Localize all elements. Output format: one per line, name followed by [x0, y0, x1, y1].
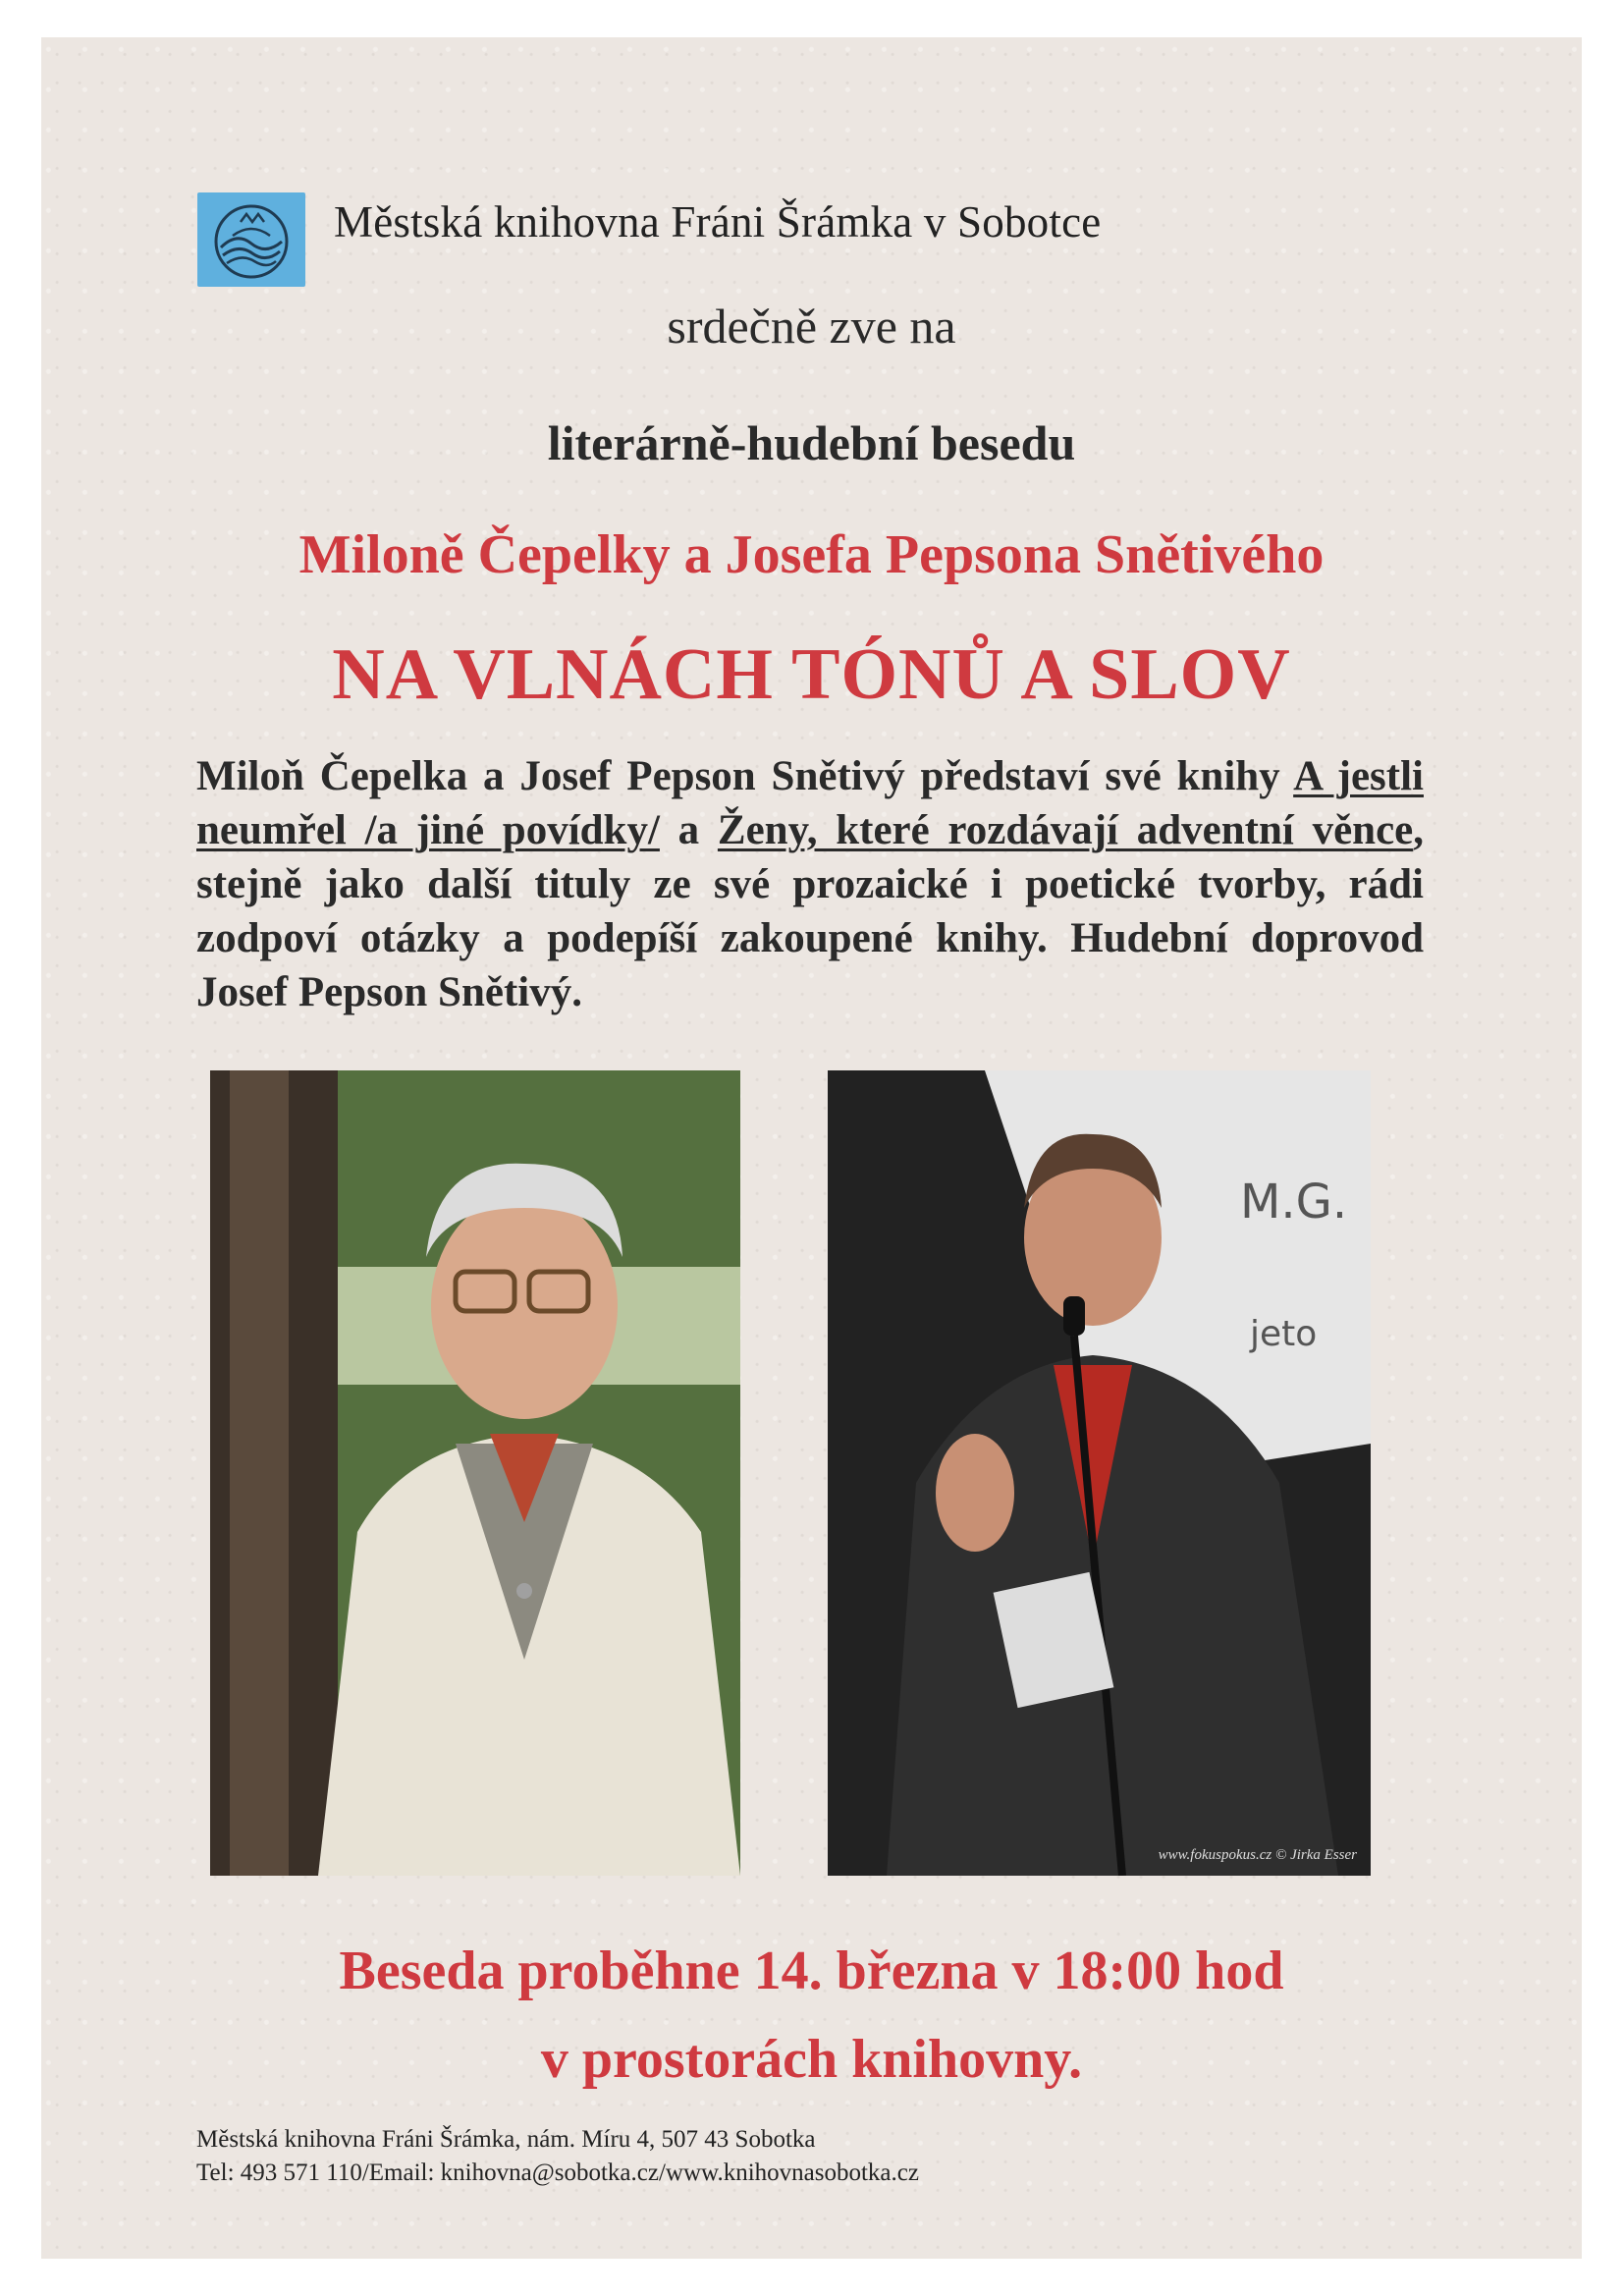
- description-intro: Miloň Čepelka a Josef Pepson Snětivý představí své knihy: [196, 753, 1280, 799]
- event-date-time: Beseda proběhne 14. března v 18:00 hod: [339, 1941, 1284, 2001]
- footer-contact: [196, 2123, 919, 2190]
- book-title-2: Ženy, které rozdávají adventní věnce: [717, 807, 1414, 853]
- svg-text:M.G.: M.G.: [1240, 1175, 1348, 1230]
- authors-heading: Miloně Čepelky a Josefa Pepsona Snětivého: [298, 524, 1325, 585]
- event-type: literárně-hudební besedu: [547, 415, 1076, 470]
- event-title: NA VLNÁCH TÓNŮ A SLOV: [332, 634, 1291, 715]
- svg-text:jeto: jeto: [1250, 1314, 1318, 1354]
- description-conjunction: a: [659, 807, 718, 853]
- book-title-1: A jestli neumřel /a jiné povídky/: [196, 753, 1424, 853]
- event-description: [196, 749, 1424, 1019]
- photo-josef-pepson-snetivy: [828, 1070, 1371, 1876]
- library-logo-icon: [197, 192, 305, 287]
- description-rest: , stejně jako další tituly ze své prozaické i poetické tvorby, rádi zodpoví otázky a podepíší zakoupené knihy. Hudební doprovod Josef Pepson Snětivý.: [196, 807, 1425, 1015]
- organization-header: Městská knihovna Fráni Šrámka v Sobotce: [334, 197, 1102, 246]
- photo-milon-cepelka: [210, 1070, 740, 1876]
- invite-text: srdečně zve na: [667, 299, 956, 354]
- footer-address: Městská knihovna Fráni Šrámka, nám. Míru 4, 507 43 Sobotka: [196, 2126, 816, 2153]
- event-location: v prostorách knihovny.: [540, 2029, 1083, 2090]
- footer-contact-line: Tel: 493 571 110/Email: knihovna@sobotka.cz/www.knihovnasobotka.cz: [196, 2159, 919, 2186]
- photo-credit: www.fokuspokus.cz © Jirka Esser: [1158, 1847, 1357, 1863]
